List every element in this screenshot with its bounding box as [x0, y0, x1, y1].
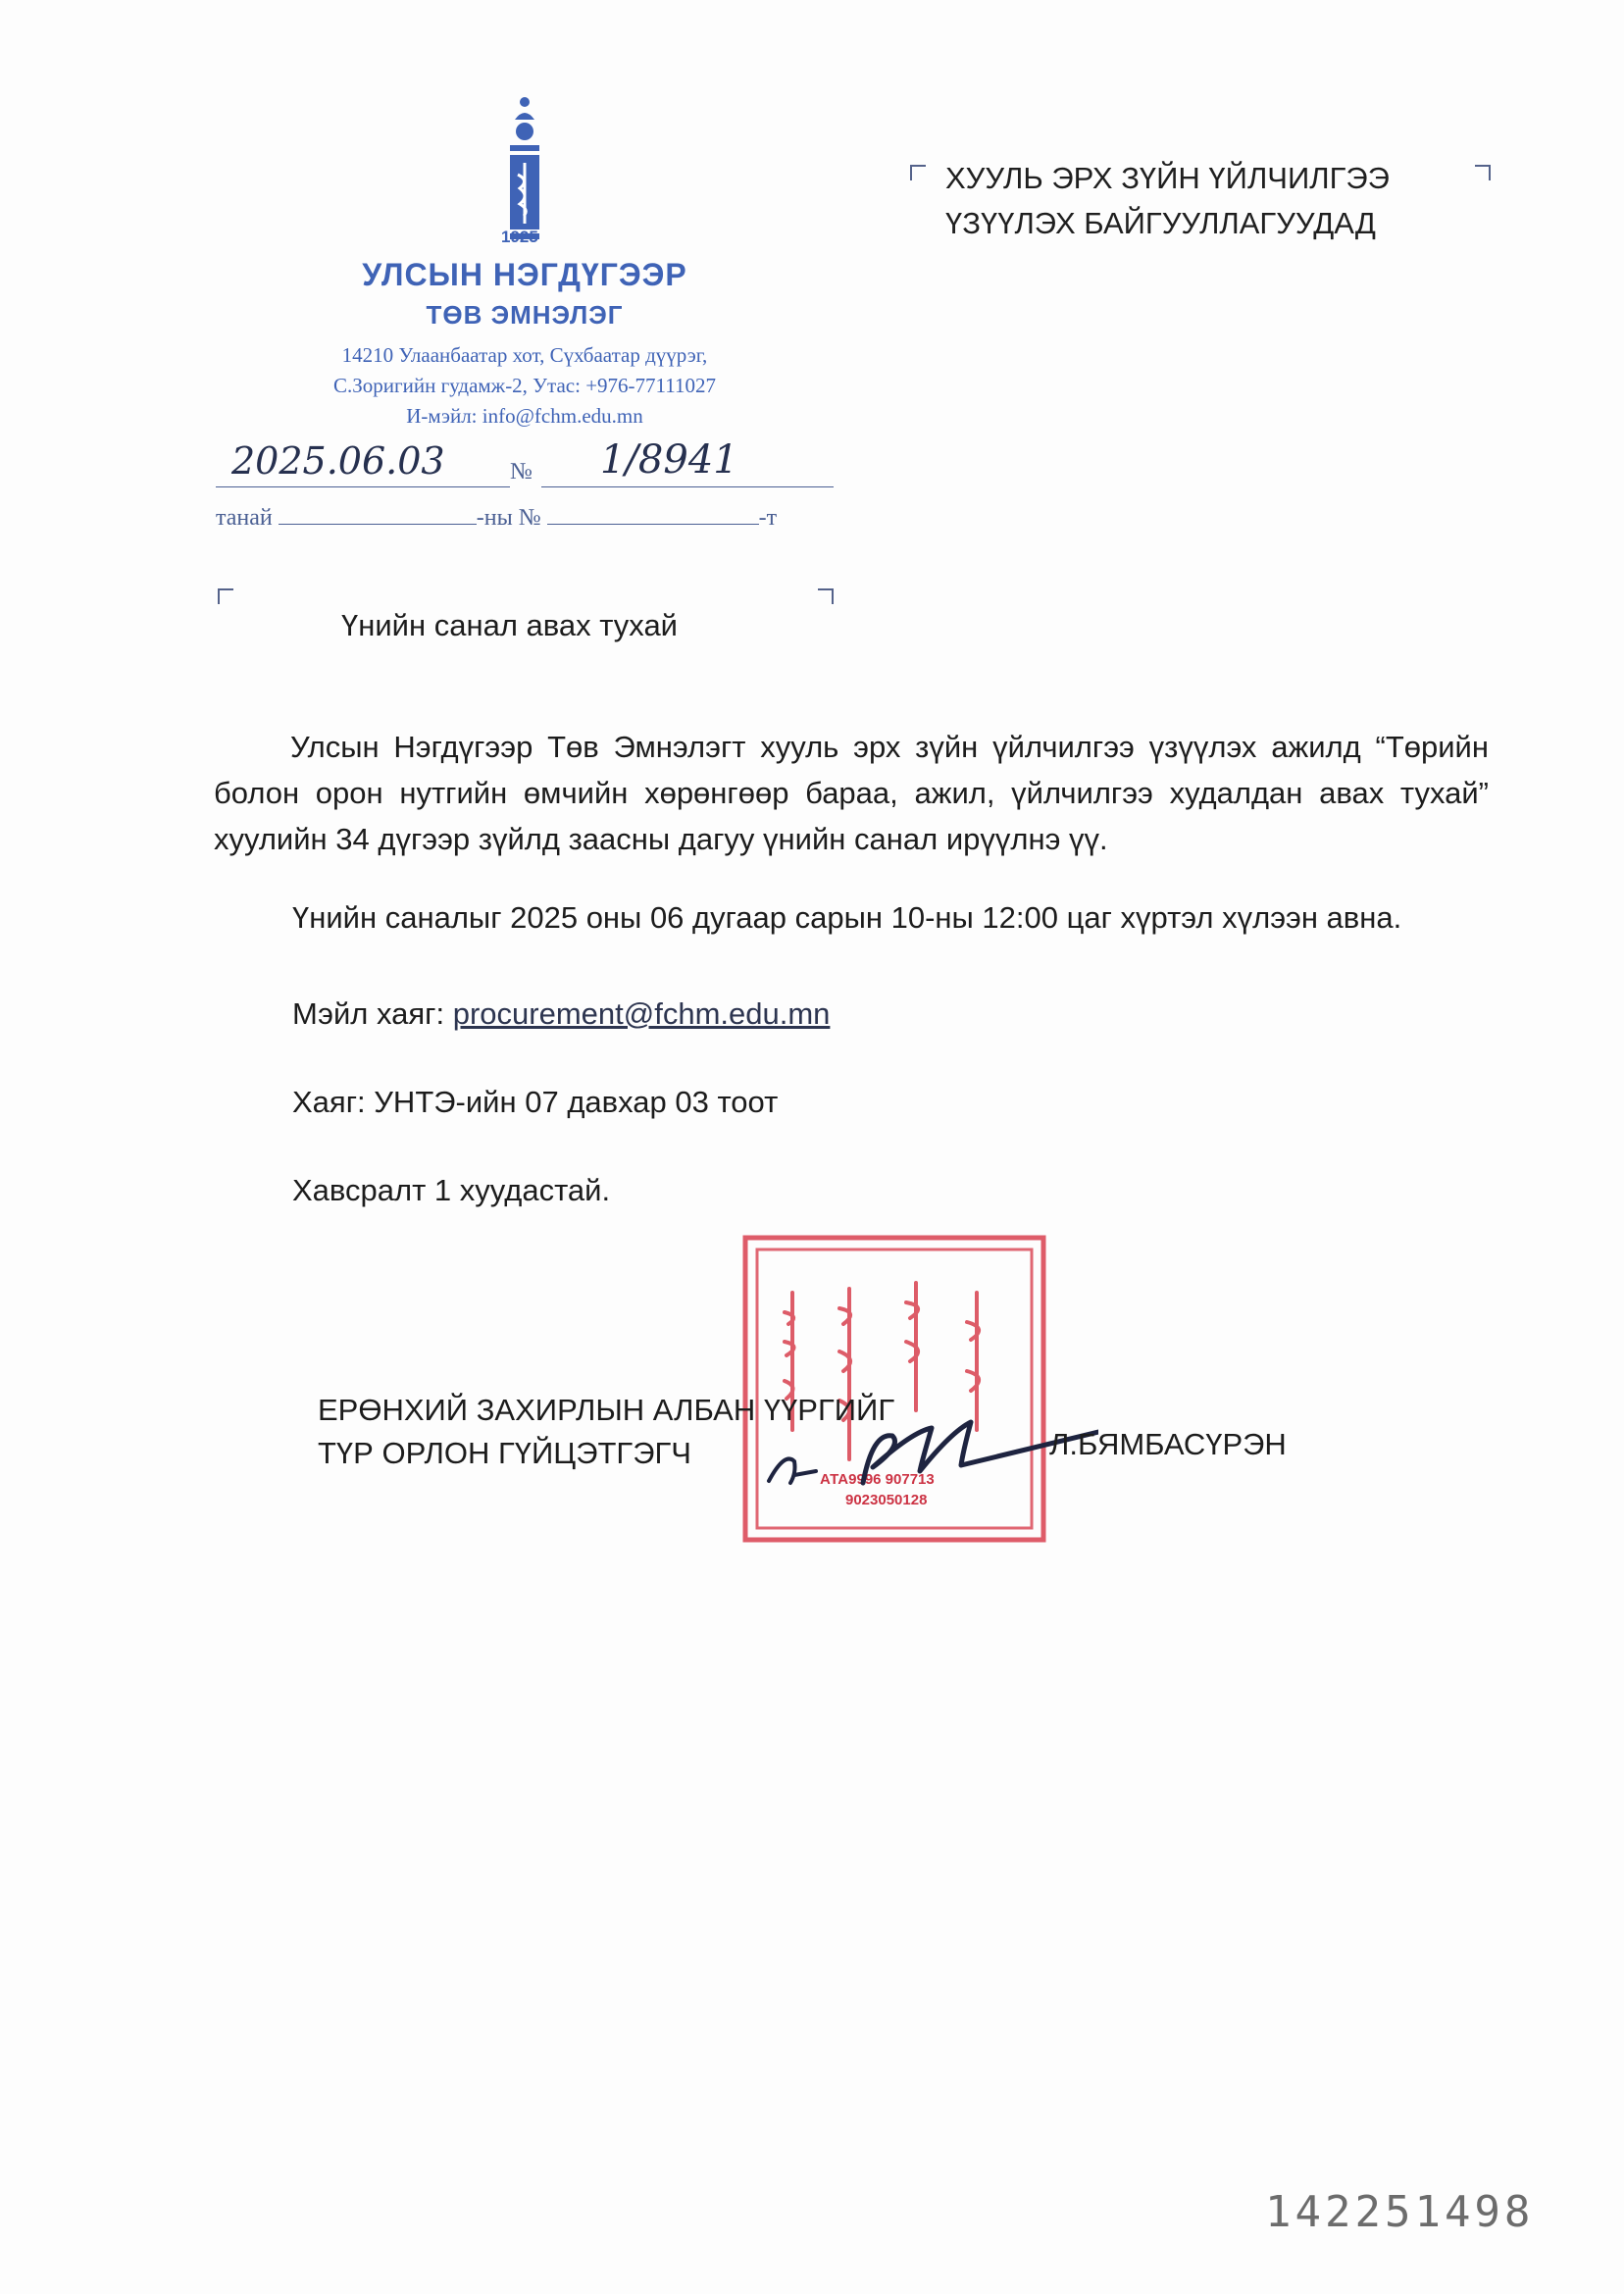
your-reference-suffix: -т: [758, 505, 778, 531]
recipient-line2: ҮЗҮҮЛЭХ БАЙГУУЛЛАГУУДАД: [945, 206, 1376, 240]
number-sign: №: [510, 459, 533, 484]
subject-corner-right: [818, 588, 834, 604]
org-name-line2: ТӨВ ЭМНЭЛЭГ: [426, 300, 624, 330]
document-serial-number: 142251498: [1265, 2187, 1535, 2237]
signer-position-line1: ЕРӨНХИЙ ЗАХИРЛЫН АЛБАН ҮҮРГИЙГ: [318, 1393, 895, 1427]
attachment-line: Хавсралт 1 хуудастай.: [292, 1173, 611, 1207]
deadline-line: Үнийн саналыг 2025 оны 06 дугаар сарын 10-ны 12:00 цаг хүртэл хүлээн авна.: [292, 900, 1402, 935]
your-number-blank: [547, 502, 759, 525]
letter-date-handwritten: 2025.06.03: [231, 439, 445, 483]
org-address-line2: С.Зоригийн гудамж-2, Утас: +976-77111027: [333, 374, 716, 397]
your-reference-mid: -ны №: [476, 505, 541, 531]
signer-position-line2: ТҮР ОРЛОН ГҮЙЦЭТГЭГЧ: [318, 1436, 691, 1470]
signer-name: Л.БЯМБАСҮРЭН: [1049, 1427, 1287, 1461]
letter-number-handwritten: 1/8941: [600, 437, 738, 483]
stamp-code-line2: 9023050128: [845, 1492, 928, 1508]
recipient-line1: ХУУЛЬ ЭРХ ЗҮЙН ҮЙЛЧИЛГЭЭ: [945, 161, 1390, 195]
org-email-line: И-мэйл: info@fchm.edu.mn: [406, 404, 643, 428]
recipient-corner-left: [910, 165, 926, 180]
recipient-corner-right: [1475, 165, 1491, 180]
your-reference-prefix: танай: [216, 505, 273, 531]
address-line: Хаяг: УНТЭ-ийн 07 давхар 03 тоот: [292, 1085, 779, 1119]
your-reference-line: [216, 502, 777, 532]
mail-line: [292, 996, 830, 1032]
date-field-line: [216, 486, 510, 487]
stamp-code-line1: АТА9996 907713: [820, 1471, 935, 1488]
handwritten-signature-icon: [755, 1393, 1098, 1510]
org-address-line1: 14210 Улаанбаатар хот, Сүхбаатар дүүрэг,: [341, 343, 708, 367]
org-name-line1: УЛСЫН НЭГДҮГЭЭР: [362, 257, 687, 292]
letter-subject: Үнийн санал авах тухай: [341, 608, 678, 642]
emblem-year: 1925: [501, 228, 538, 246]
subject-corner-left: [218, 588, 233, 604]
number-field-line: [541, 486, 834, 487]
body-paragraph: Улсын Нэгдүгээр Төв Эмнэлэгт хууль эрх зүйн үйлчилгээ үзүүлэх ажилд “Төрийн болон орон нутгийн өмчийн хөрөнгөөр бараа, ажил, үйлчилгээ худалдан авах тухай” хуулийн 34 дүгээр зүйлд заасны дагуу үнийн санал ирүүлнэ үү.: [214, 730, 1489, 856]
your-date-blank: [279, 502, 477, 525]
mail-label: Мэйл хаяг:: [292, 996, 453, 1031]
procurement-email-link[interactable]: procurement@fchm.edu.mn: [452, 996, 831, 1031]
